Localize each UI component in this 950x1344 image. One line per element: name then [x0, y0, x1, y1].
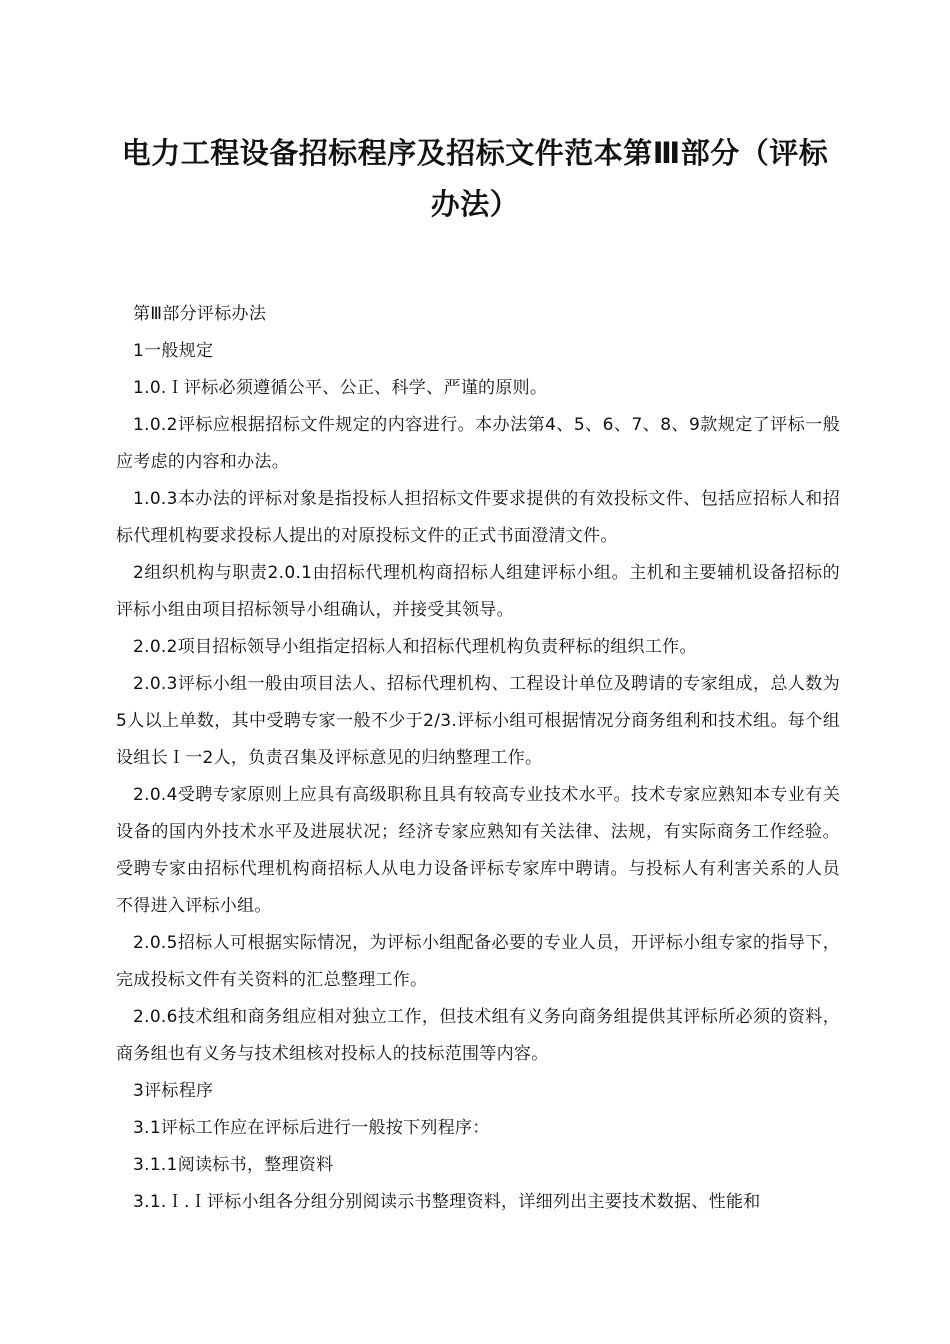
paragraph: 第Ⅲ部分评标办法 [133, 304, 267, 324]
paragraph: 3评标程序 [133, 1081, 214, 1101]
paragraph: 1一般规定 [133, 341, 214, 361]
paragraph: 3.1评标工作应在评标后进行一般按下列程序： [133, 1118, 490, 1138]
paragraph: 2.0.6技术组和商务组应相对独立工作，但技术组有义务向商务组提供其评标所必须的资料，商务组也有义务与技术组核对投标人的技标范围等内容。 [116, 1007, 840, 1064]
paragraph: 2组织机构与职责2.0.1由招标代理机构商招标人组建评标小组。主机和主要辅机设备招标的评标小组由项目招标领导小组确认，并接受其领导。 [116, 563, 840, 620]
document-title: 电力工程设备招标程序及招标文件范本第Ⅲ部分（评标办法） [121, 136, 829, 221]
document-body [116, 296, 840, 1221]
paragraph: 2.0.3评标小组一般由项目法人、招标代理机构、工程设计单位及聘请的专家组成，总人数为5人以上单数，其中受聘专家一般不少于2/3.评标小组可根据情况分商务组利和技术组。每个组设组长Ｉ一2人，负责召集及评标意见的归纳整理工作。 [116, 674, 840, 768]
paragraph: 2.0.5招标人可根据实际情况，为评标小组配备必要的专业人员，开评标小组专家的指导下，完成投标文件有关资料的汇总整理工作。 [116, 933, 840, 990]
paragraph: 1.0.Ｉ评标必须遵循公平、公正、科学、严谨的原则。 [133, 378, 548, 398]
paragraph: 1.0.3本办法的评标对象是指投标人担招标文件要求提供的有效投标文件、包括应招标人和招标代理机构要求投标人提出的对原投标文件的正式书面澄清文件。 [116, 489, 840, 546]
paragraph: 2.0.2项目招标领导小组指定招标人和招标代理机构负责秤标的组织工作。 [133, 637, 697, 657]
paragraph: 1.0.2评标应根据招标文件规定的内容进行。本办法第4、5、6、7、8、9款规定了评标一般应考虑的内容和办法。 [116, 415, 840, 472]
paragraph: 3.1.Ｉ.Ｉ评标小组各分组分别阅读示书整理资料，详细列出主要技术数据、性能和 [133, 1192, 761, 1212]
paragraph: 3.1.1阅读标书，整理资料 [133, 1155, 334, 1175]
paragraph: 2.0.4受聘专家原则上应具有高级职称且具有较高专业技术水平。技术专家应熟知本专业有关设备的国内外技术水平及进展状况；经济专家应熟知有关法律、法规，有实际商务工作经验。受聘专家由招标代理机构商招标人从电力设备评标专家库中聘请。与投标人有利害关系的人员不得进入评标小组。 [116, 785, 840, 916]
